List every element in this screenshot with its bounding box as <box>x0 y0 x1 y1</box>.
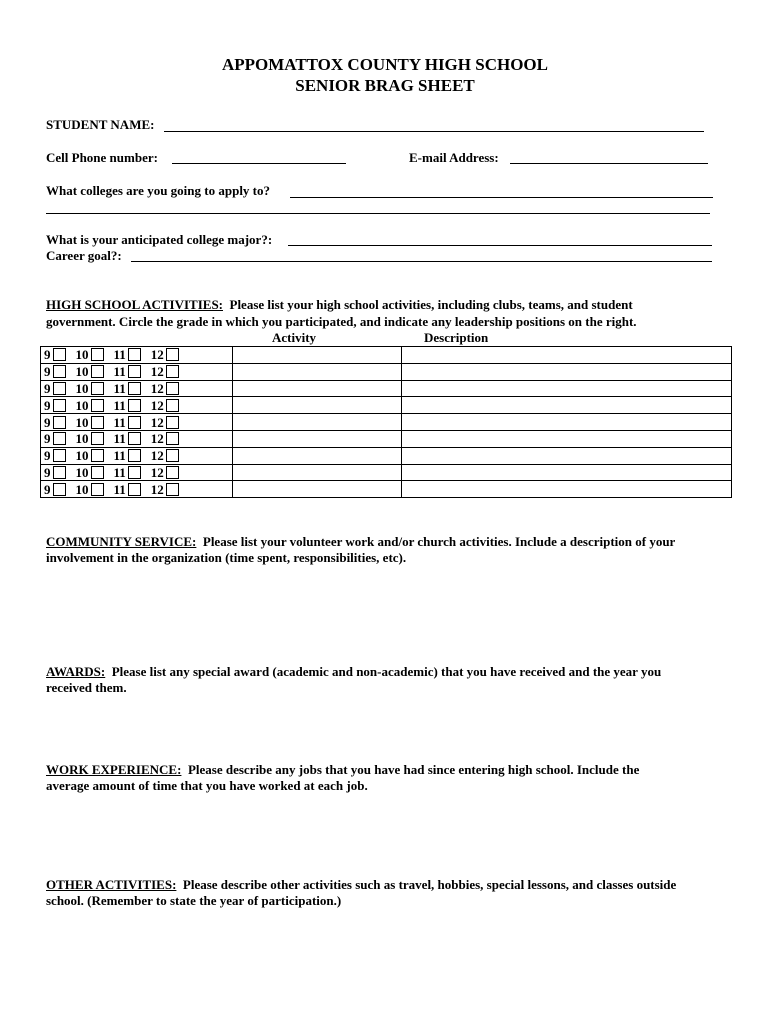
description-cell[interactable] <box>402 414 732 431</box>
grade-cell <box>41 464 233 481</box>
grade-label: 9 <box>44 481 51 497</box>
other-text: Please describe other activities such as travel, hobbies, special lessons, and classes outside <box>182 877 677 892</box>
awards-text: Please list any special award (academic and non-academic) that you have received and the year you <box>111 664 662 679</box>
description-cell[interactable] <box>402 481 732 498</box>
grade-label: 9 <box>44 431 51 447</box>
activity-row <box>41 397 732 414</box>
grade-11-checkbox[interactable] <box>128 466 141 479</box>
community-instructions-1 <box>46 534 675 549</box>
grade-label: 9 <box>44 464 51 480</box>
grade-10-checkbox[interactable] <box>91 483 104 496</box>
grade-label: 11 <box>113 347 126 363</box>
description-cell[interactable] <box>402 363 732 380</box>
grade-label: 10 <box>75 414 89 430</box>
grade-10-checkbox[interactable] <box>91 382 104 395</box>
description-column-header: Description <box>424 330 489 345</box>
grade-cell <box>41 363 233 380</box>
description-cell[interactable] <box>402 464 732 481</box>
colleges-field-line2[interactable] <box>46 213 710 214</box>
grade-label: 10 <box>75 481 89 497</box>
grade-9-checkbox[interactable] <box>53 466 66 479</box>
grade-label: 9 <box>44 448 51 464</box>
grade-10-checkbox[interactable] <box>91 416 104 429</box>
career-label: Career goal?: <box>46 248 122 263</box>
grade-label: 10 <box>75 464 89 480</box>
community-heading: COMMUNITY SERVICE: <box>46 534 197 549</box>
activity-row <box>41 447 732 464</box>
activity-cell[interactable] <box>233 414 402 431</box>
grade-label: 10 <box>75 448 89 464</box>
activity-row <box>41 363 732 380</box>
description-cell[interactable] <box>402 347 732 364</box>
activities-instructions-1 <box>46 297 633 312</box>
grade-label: 11 <box>113 431 126 447</box>
grade-label: 10 <box>75 431 89 447</box>
grade-cell <box>41 397 233 414</box>
activity-cell[interactable] <box>233 447 402 464</box>
grade-label: 10 <box>75 364 89 380</box>
email-field[interactable] <box>510 163 708 164</box>
career-field[interactable] <box>131 261 712 262</box>
activity-cell[interactable] <box>233 397 402 414</box>
grade-label: 12 <box>150 364 164 380</box>
activity-row <box>41 464 732 481</box>
email-label: E-mail Address: <box>409 150 499 165</box>
grade-11-checkbox[interactable] <box>128 365 141 378</box>
grade-cell <box>41 481 233 498</box>
grade-10-checkbox[interactable] <box>91 432 104 445</box>
grade-label: 11 <box>113 464 126 480</box>
grade-12-checkbox[interactable] <box>166 466 179 479</box>
grade-label: 11 <box>113 397 126 413</box>
grade-11-checkbox[interactable] <box>128 348 141 361</box>
grade-10-checkbox[interactable] <box>91 449 104 462</box>
work-instructions-1 <box>46 762 639 777</box>
grade-12-checkbox[interactable] <box>166 348 179 361</box>
grade-label: 9 <box>44 397 51 413</box>
work-heading: WORK EXPERIENCE: <box>46 762 182 777</box>
grade-9-checkbox[interactable] <box>53 449 66 462</box>
grade-label: 12 <box>150 448 164 464</box>
activity-row <box>41 347 732 364</box>
grade-label: 9 <box>44 414 51 430</box>
activities-instructions-2: government. Circle the grade in which you participated, and indicate any leadership positions on the right. <box>46 314 637 329</box>
cell-phone-field[interactable] <box>172 163 346 164</box>
activity-cell[interactable] <box>233 363 402 380</box>
grade-label: 10 <box>75 347 89 363</box>
grade-10-checkbox[interactable] <box>91 348 104 361</box>
grade-12-checkbox[interactable] <box>166 365 179 378</box>
activity-row <box>41 380 732 397</box>
grade-label: 11 <box>113 414 126 430</box>
grade-cell <box>41 347 233 364</box>
grade-11-checkbox[interactable] <box>128 432 141 445</box>
grade-12-checkbox[interactable] <box>166 416 179 429</box>
grade-9-checkbox[interactable] <box>53 432 66 445</box>
grade-label: 10 <box>75 380 89 396</box>
activity-cell[interactable] <box>233 481 402 498</box>
activity-cell[interactable] <box>233 347 402 364</box>
awards-heading: AWARDS: <box>46 664 106 679</box>
other-instructions-2: school. (Remember to state the year of participation.) <box>46 893 342 908</box>
cell-phone-label: Cell Phone number: <box>46 150 158 165</box>
grade-label: 12 <box>150 414 164 430</box>
grade-11-checkbox[interactable] <box>128 382 141 395</box>
grade-12-checkbox[interactable] <box>166 449 179 462</box>
description-cell[interactable] <box>402 397 732 414</box>
grade-9-checkbox[interactable] <box>53 483 66 496</box>
grade-12-checkbox[interactable] <box>166 382 179 395</box>
activities-heading: HIGH SCHOOL ACTIVITIES: <box>46 297 223 312</box>
grade-10-checkbox[interactable] <box>91 365 104 378</box>
grade-label: 12 <box>150 397 164 413</box>
other-heading: OTHER ACTIVITIES: <box>46 877 177 892</box>
grade-9-checkbox[interactable] <box>53 365 66 378</box>
grade-label: 12 <box>150 380 164 396</box>
grade-9-checkbox[interactable] <box>53 382 66 395</box>
grade-12-checkbox[interactable] <box>166 432 179 445</box>
student-name-field[interactable] <box>164 131 704 132</box>
colleges-label: What colleges are you going to apply to? <box>46 183 271 198</box>
grade-label: 11 <box>113 448 126 464</box>
awards-instructions-2: received them. <box>46 680 127 695</box>
activities-text: Please list your high school activities, including clubs, teams, and student <box>229 297 633 312</box>
grade-9-checkbox[interactable] <box>53 348 66 361</box>
community-text: Please list your volunteer work and/or church activities. Include a description of your <box>202 534 676 549</box>
activity-row <box>41 481 732 498</box>
community-instructions-2: involvement in the organization (time spent, responsibilities, etc). <box>46 550 407 565</box>
grade-9-checkbox[interactable] <box>53 416 66 429</box>
activity-column-header: Activity <box>272 330 317 345</box>
work-text: Please describe any jobs that you have had since entering high school. Include the <box>187 762 640 777</box>
grade-cell <box>41 447 233 464</box>
sheet-title: SENIOR BRAG SHEET <box>295 76 475 95</box>
grade-label: 12 <box>150 464 164 480</box>
activity-row <box>41 414 732 431</box>
grade-10-checkbox[interactable] <box>91 399 104 412</box>
grade-label: 12 <box>150 431 164 447</box>
activity-cell[interactable] <box>233 464 402 481</box>
awards-instructions-1 <box>46 664 661 679</box>
grade-11-checkbox[interactable] <box>128 416 141 429</box>
grade-label: 11 <box>113 481 126 497</box>
activity-cell[interactable] <box>233 380 402 397</box>
description-cell[interactable] <box>402 447 732 464</box>
grade-12-checkbox[interactable] <box>166 483 179 496</box>
grade-label: 11 <box>113 380 126 396</box>
activity-row <box>41 430 732 447</box>
grade-cell <box>41 380 233 397</box>
grade-9-checkbox[interactable] <box>53 399 66 412</box>
grade-label: 11 <box>113 364 126 380</box>
grade-label: 10 <box>75 397 89 413</box>
grade-10-checkbox[interactable] <box>91 466 104 479</box>
major-field[interactable] <box>288 245 712 246</box>
grade-cell <box>41 414 233 431</box>
grade-12-checkbox[interactable] <box>166 399 179 412</box>
grade-11-checkbox[interactable] <box>128 483 141 496</box>
activities-table <box>40 346 732 498</box>
grade-cell <box>41 430 233 447</box>
activity-cell[interactable] <box>233 430 402 447</box>
major-label: What is your anticipated college major?: <box>46 232 273 247</box>
grade-11-checkbox[interactable] <box>128 449 141 462</box>
description-cell[interactable] <box>402 430 732 447</box>
student-name-label: STUDENT NAME: <box>46 117 155 132</box>
grade-label: 9 <box>44 347 51 363</box>
grade-label: 9 <box>44 364 51 380</box>
description-cell[interactable] <box>402 380 732 397</box>
work-instructions-2: average amount of time that you have worked at each job. <box>46 778 368 793</box>
grade-label: 12 <box>150 347 164 363</box>
grade-label: 9 <box>44 380 51 396</box>
school-title: APPOMATTOX COUNTY HIGH SCHOOL <box>221 55 548 74</box>
other-instructions-1 <box>46 877 676 892</box>
grade-label: 12 <box>150 481 164 497</box>
grade-11-checkbox[interactable] <box>128 399 141 412</box>
colleges-field[interactable] <box>290 197 713 198</box>
